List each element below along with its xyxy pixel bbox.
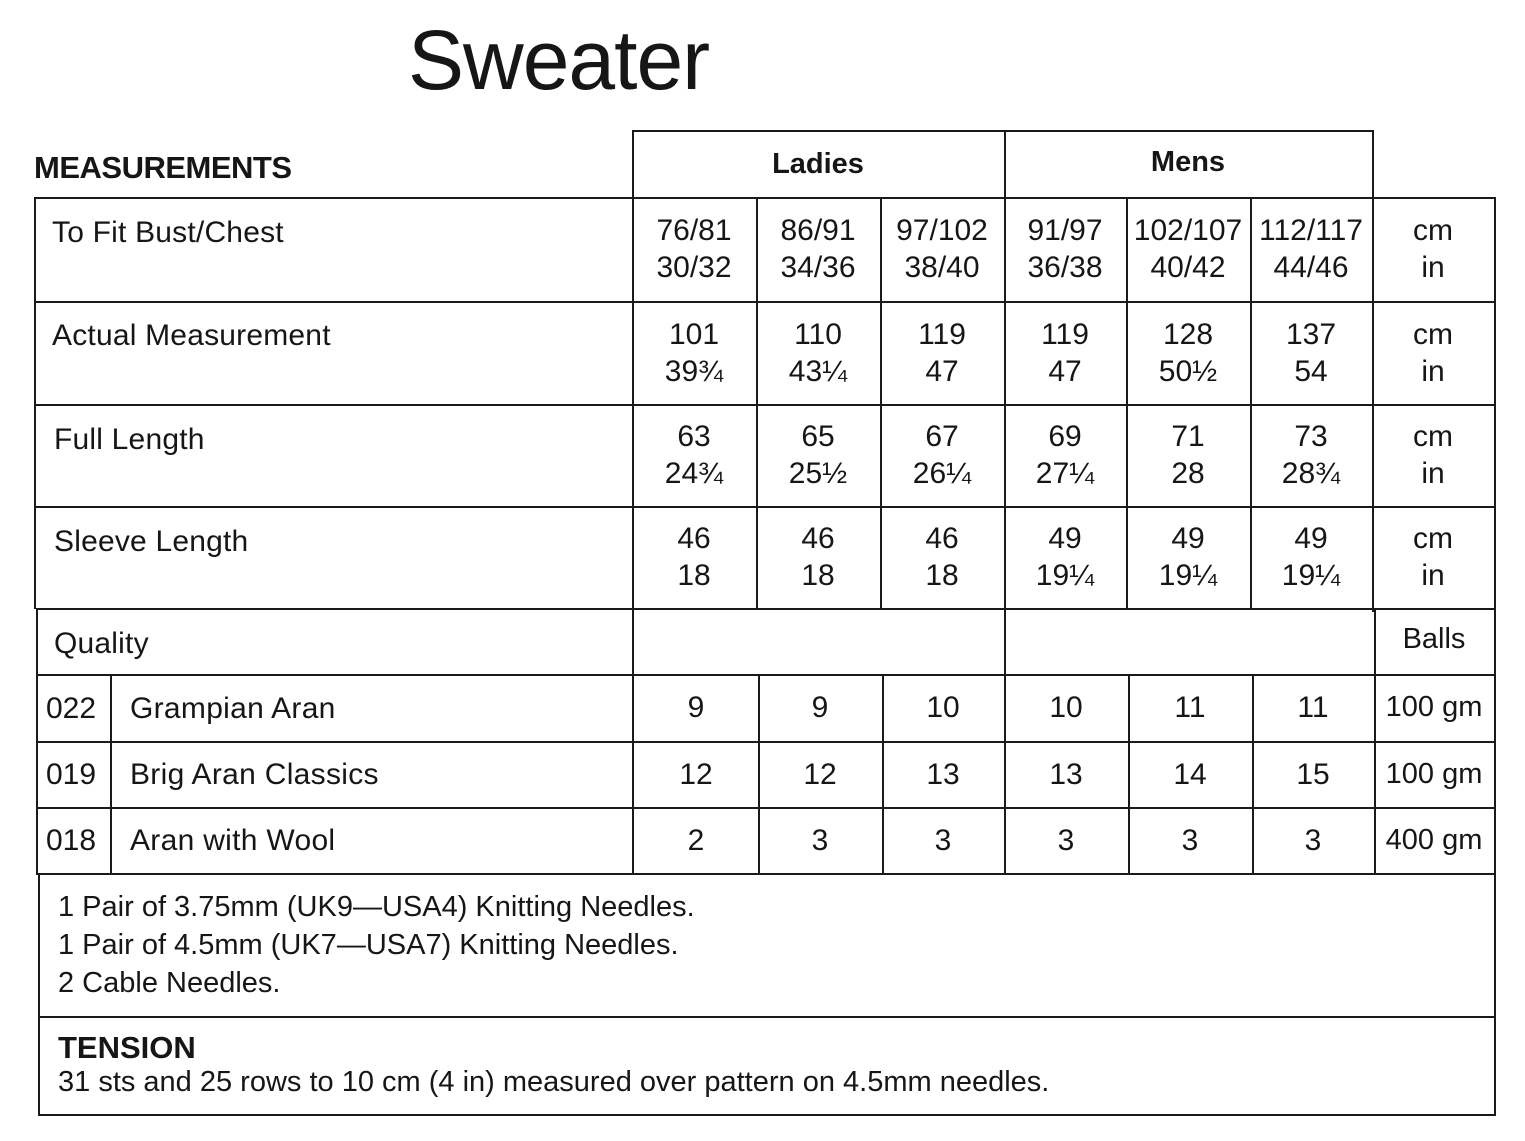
actual-unit: cm in [1413,317,1453,388]
quality-name: Brig Aran Classics [130,758,379,791]
quality-unit: 100 gm [1385,691,1483,723]
bust-cell-4: 91/97 36/38 [1027,214,1103,284]
bust-cell-3: 97/102 38/40 [896,214,988,284]
actual-cell-5: 128 50½ [1158,317,1218,388]
quality-name: Grampian Aran [130,692,336,725]
bust-cell-5: 102/107 40/42 [1133,214,1243,284]
quality-value: 14 [1173,757,1207,791]
measurements-heading: MEASUREMENTS [34,150,292,185]
quality-value: 3 [934,823,952,857]
sleeve-cell-1: 46 18 [677,522,711,592]
quality-value: 10 [926,691,960,724]
full-length-cell-6: 73 28¾ [1281,420,1341,490]
sleeve-cell-3: 46 18 [925,522,959,592]
quality-value: 13 [1049,757,1083,791]
full-length-cell-2: 65 25½ [788,420,848,490]
needles-list [58,888,695,1002]
bust-unit: cm in [1413,214,1453,284]
needles-line: 1 Pair of 4.5mm (UK7—USA7) Knitting Needles. [58,929,679,961]
quality-value: 2 [687,823,705,857]
quality-value: 3 [1181,823,1199,857]
quality-code: 018 [46,824,97,857]
full-length-cell-3: 67 26¼ [912,420,972,490]
quality-name: Aran with Wool [130,824,336,857]
actual-cell-6: 137 54 [1285,317,1337,388]
quality-value: 3 [811,823,829,857]
sleeve-cell-5: 49 19¼ [1158,522,1218,592]
mens-header: Mens [1150,146,1226,178]
quality-code: 019 [46,758,97,791]
quality-label: Quality [54,627,149,660]
quality-value: 15 [1296,757,1330,791]
quality-value: 12 [679,757,713,791]
actual-cell-3: 119 47 [918,317,966,388]
page-title: Sweater [408,13,710,107]
full-length-unit: cm in [1413,420,1453,490]
quality-value: 10 [1049,691,1083,724]
quality-value: 9 [811,691,829,724]
bust-cell-2: 86/91 34/36 [780,214,856,284]
row-label-actual: Actual Measurement [52,319,331,352]
quality-value: 12 [803,757,837,791]
quality-unit: 400 gm [1385,823,1483,856]
quality-value: 11 [1174,691,1206,724]
sleeve-cell-4: 49 19¼ [1035,522,1095,592]
actual-cell-2: 110 43¼ [788,317,848,388]
actual-cell-4: 119 47 [1041,317,1089,388]
row-label-full-length: Full Length [54,423,205,456]
quality-value: 3 [1057,823,1075,857]
tension-heading: TENSION [58,1030,196,1065]
row-label-sleeve-length: Sleeve Length [54,525,249,558]
full-length-cell-1: 63 24¾ [664,420,724,490]
bust-cell-6: 112/117 44/46 [1259,214,1363,284]
tension-text: 31 sts and 25 rows to 10 cm (4 in) measured over pattern on 4.5mm needles. [58,1066,1050,1098]
quality-value: 3 [1304,823,1322,857]
quality-unit: 100 gm [1385,757,1483,790]
ladies-header: Ladies [772,148,864,180]
needles-line: 1 Pair of 3.75mm (UK9—USA4) Knitting Needles. [58,891,695,923]
quality-value: 13 [926,757,960,791]
sleeve-cell-6: 49 19¼ [1281,522,1341,592]
full-length-cell-4: 69 27¼ [1035,420,1095,490]
quality-value: 11 [1297,691,1329,724]
quality-value: 9 [687,691,705,724]
needles-line: 2 Cable Needles. [58,967,281,999]
full-length-cell-5: 71 28 [1171,420,1205,490]
sleeve-unit: cm in [1413,522,1453,592]
actual-cell-1: 101 39¾ [664,317,724,388]
bust-cell-1: 76/81 30/32 [656,214,732,284]
quality-code: 022 [46,692,97,725]
sleeve-cell-2: 46 18 [801,522,835,592]
balls-header: Balls [1402,622,1466,655]
row-label-bust: To Fit Bust/Chest [52,216,284,249]
